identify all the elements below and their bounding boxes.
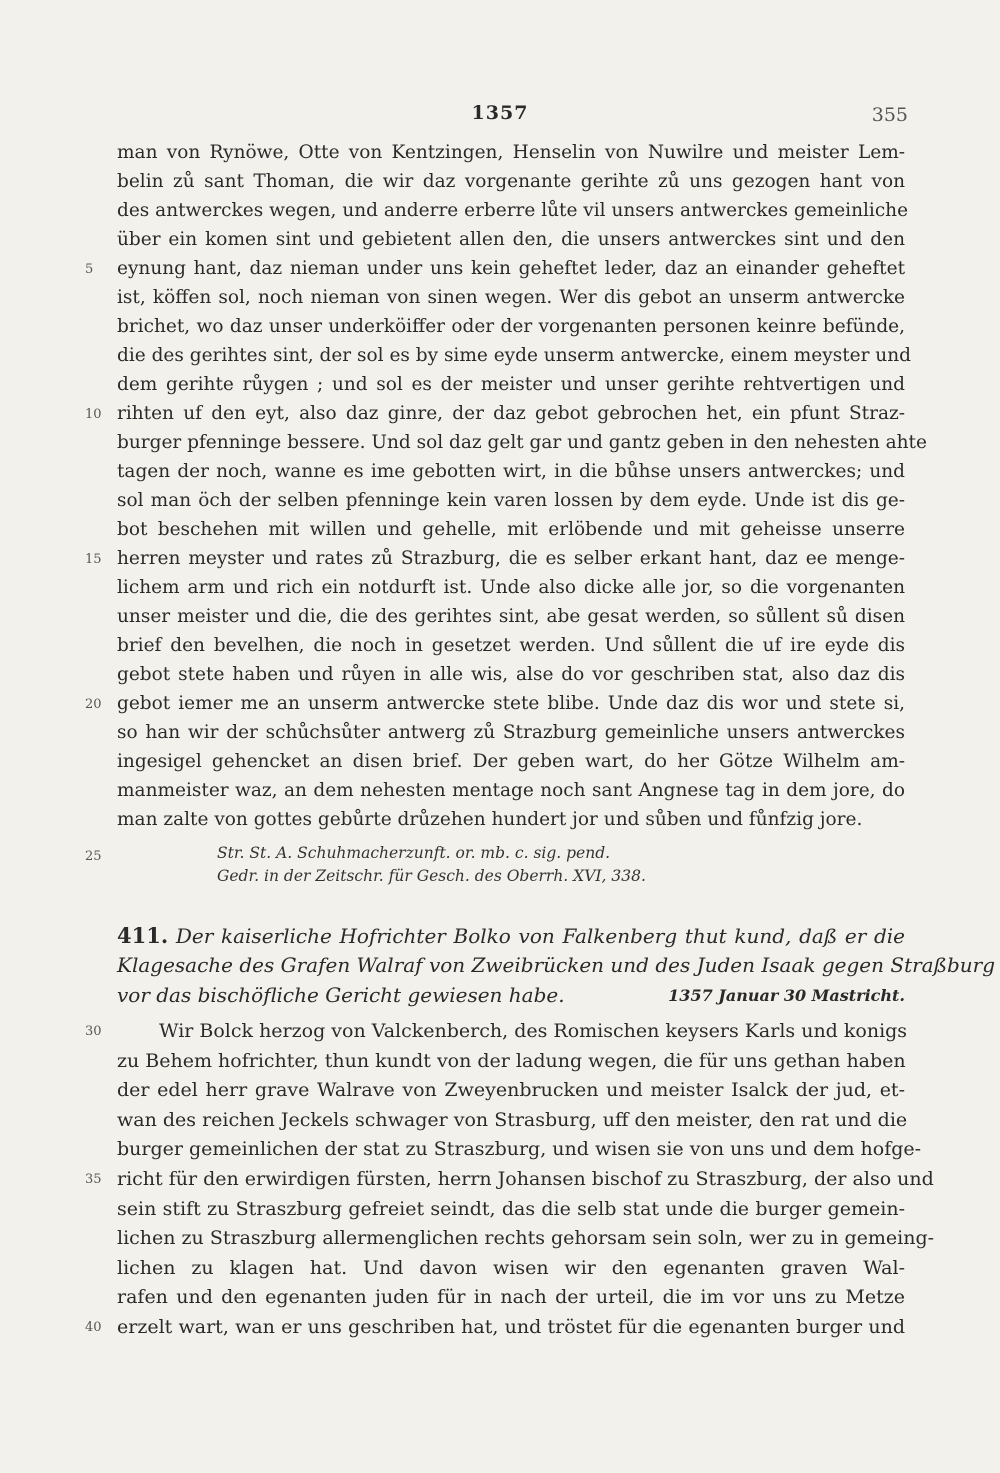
- text-line: unser meister und die, die des gerihtes sint, abe gesat werden, so sůllent sů disen: [117, 606, 905, 627]
- page-number: 355: [871, 104, 908, 126]
- text-line: dem gerihte růygen ; und sol es der meister und unser gerihte rehtvertigen und: [117, 374, 905, 395]
- line-number: 10: [85, 407, 102, 422]
- text-line: bot beschehen mit willen und gehelle, mit erlöbende und mit geheisse unserre: [117, 519, 905, 540]
- source-note-archive: Str. St. A. Schuhmacherzunft. or. mb. c. sig. pend.: [217, 844, 611, 862]
- document-heading: [117, 921, 905, 951]
- text-line: ingesigel gehencket an disen brief. Der geben wart, do her Götze Wilhelm am-: [117, 751, 905, 772]
- source-note-print: Gedr. in der Zeitschr. für Gesch. des Oberrh. XVI, 338.: [217, 867, 646, 885]
- line-number: 20: [85, 697, 102, 712]
- text-line: brief den bevelhen, die noch in gesetzet werden. Und sůllent die uf ire eyde dis: [117, 635, 905, 656]
- line-number: 25: [85, 849, 102, 864]
- text-line: über ein komen sint und gebietent allen den, die unsers antwerckes sint und den: [117, 229, 905, 250]
- line-number: 35: [85, 1172, 102, 1187]
- text-line: zu Behem hofrichter, thun kundt von der ladung wegen, die für uns gethan haben: [117, 1050, 906, 1072]
- text-line: ist, köffen sol, noch nieman von sinen wegen. Wer dis gebot an unserm antwercke: [117, 287, 905, 308]
- text-line: lichen zu Straszburg allermenglichen rechts gehorsam sein soln, wer zu in gemeing-: [117, 1227, 935, 1249]
- text-line: herren meyster und rates zů Strazburg, die es selber erkant hant, daz ee menge-: [117, 548, 905, 569]
- text-line: burger pfenninge bessere. Und sol daz gelt gar und gantz geben in den nehesten ahte: [117, 432, 927, 453]
- line-number: 15: [85, 552, 102, 567]
- text-line: tagen der noch, wanne es ime gebotten wirt, in die bůhse unsers antwerckes; und: [117, 461, 905, 482]
- text-line: der edel herr grave Walrave von Zweyenbrucken und meister Isalck der jud, et-: [117, 1079, 905, 1101]
- text-line: rafen und den egenanten juden für in nach der urteil, die im vor uns zu Metze: [117, 1286, 905, 1308]
- line-number: 5: [85, 262, 94, 277]
- text-line: des antwerckes wegen, und anderre erberre lůte vil unsers antwerckes gemeinliche: [117, 200, 909, 221]
- text-line: sol man öch der selben pfenninge kein varen lossen by dem eyde. Unde ist dis ge-: [117, 490, 905, 511]
- text-line: so han wir der schůchsůter antwerg zů Strazburg gemeinliche unsers antwerckes: [117, 722, 905, 743]
- text-line: sein stift zu Straszburg gefreiet seindt, das die selb stat unde die burger gemein-: [117, 1198, 905, 1220]
- text-line: Wir Bolck herzog von Valckenberch, des Romischen keysers Karls und konigs: [159, 1020, 908, 1042]
- text-line: wan des reichen Jeckels schwager von Strasburg, uff den meister, den rat und die: [117, 1109, 908, 1131]
- text-line: richt für den erwirdigen fürsten, herrn Johansen bischof zu Straszburg, der also und: [117, 1168, 934, 1190]
- document-date-place: 1357 Januar 30 Mastricht.: [668, 986, 905, 1005]
- text-line: die des gerihtes sint, der sol es by sime eyde unserm antwercke, einem meyster und: [117, 345, 911, 366]
- text-line: gebot iemer me an unserm antwercke stete blibe. Unde daz dis wor und stete si,: [117, 693, 905, 714]
- document-number: 411.: [117, 923, 169, 948]
- text-line: gebot stete haben und růyen in alle wis, alse do vor geschriben stat, also daz dis: [117, 664, 905, 685]
- text-line: man zalte von gottes gebůrte drůzehen hundert jor und sůben und fůnfzig jore.: [117, 809, 863, 830]
- heading-text: vor das bischöfliche Gericht gewiesen habe.: [117, 983, 565, 1007]
- text-line: belin zů sant Thoman, die wir daz vorgenante gerihte zů uns gezogen hant von: [117, 171, 905, 192]
- heading-text: Klagesache des Grafen Walraf von Zweibrücken und des Juden Isaak gegen Straßburg: [117, 953, 995, 977]
- text-line: lichen zu klagen hat. Und davon wisen wir den egenanten graven Wal-: [117, 1257, 905, 1279]
- text-line: brichet, wo daz unser underköiffer oder der vorgenanten personen keinre befünde,: [117, 316, 905, 337]
- text-line: man von Rynöwe, Otte von Kentzingen, Henselin von Nuwilre und meister Lem-: [117, 142, 905, 163]
- line-number: 40: [85, 1320, 102, 1335]
- text-line: rihten uf den eyt, also daz ginre, der daz gebot gebrochen het, ein pfunt Straz-: [117, 403, 905, 424]
- text-line: erzelt wart, wan er uns geschriben hat, und tröstet für die egenanten burger und: [117, 1316, 905, 1338]
- page-header-year: 1357: [471, 102, 529, 124]
- heading-text: Der kaiserliche Hofrichter Bolko von Falkenberg thut kund, daß er die: [175, 924, 906, 948]
- text-line: burger gemeinlichen der stat zu Straszburg, und wisen sie von uns und dem hofge-: [117, 1138, 922, 1160]
- line-number: 30: [85, 1024, 102, 1039]
- text-line: manmeister waz, an dem nehesten mentage noch sant Angnese tag in dem jore, do: [117, 780, 905, 801]
- text-line: eynung hant, daz nieman under uns kein geheftet leder, daz an einander geheftet: [117, 258, 905, 279]
- text-line: lichem arm und rich ein notdurft ist. Unde also dicke alle jor, so die vorgenanten: [117, 577, 905, 598]
- heading-last-line: [117, 981, 905, 1010]
